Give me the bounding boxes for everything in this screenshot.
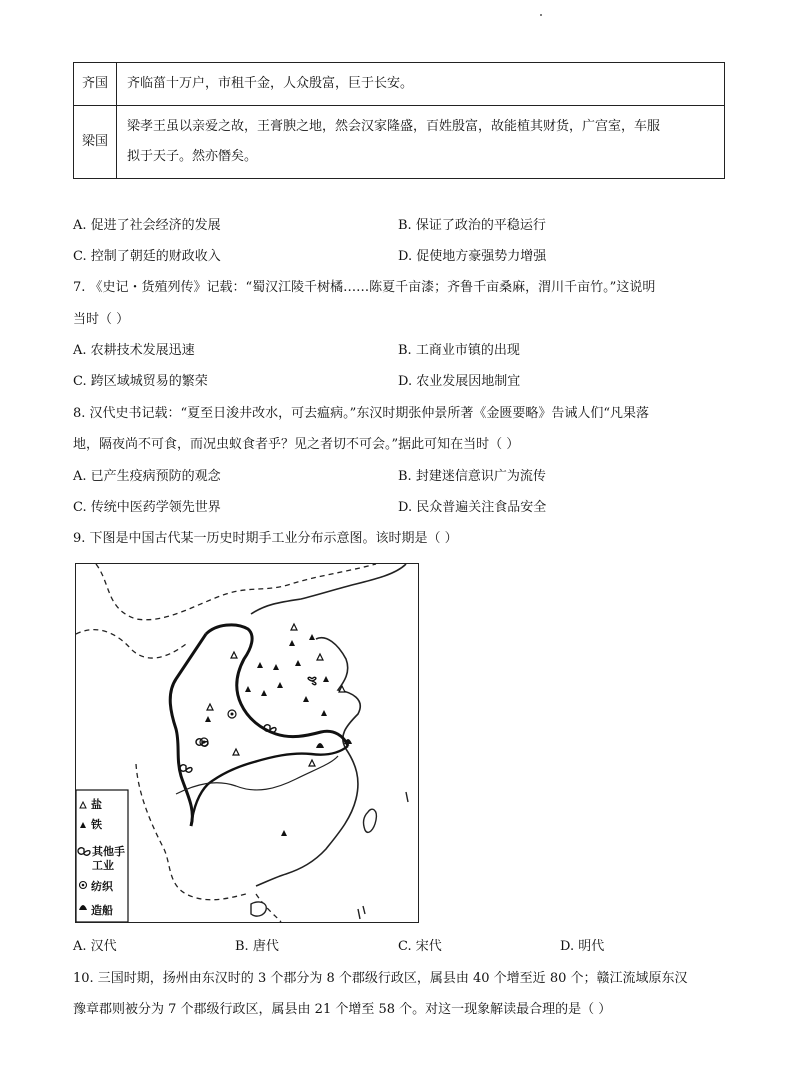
iron-marker xyxy=(289,640,295,646)
q7-stem-line1: 7. 《史记・货殖列传》记载：“蜀汉江陵千树橘……陈夏千亩漆；齐鲁千亩桑麻，渭川千亩竹。”这说明 xyxy=(73,280,656,295)
q9-option-d[interactable]: D. 明代 xyxy=(560,939,605,954)
q8-option-b[interactable]: B. 封建迷信意识广为流传 xyxy=(398,469,546,484)
map-hainan xyxy=(251,902,266,916)
table-label-qi: 齐国 xyxy=(74,63,117,106)
iron-marker xyxy=(321,710,327,716)
q10-stem-line2: 豫章郡则被分为 7 个郡级行政区，属县由 21 个增至 58 个。对这一现象解读最合理的是（ ） xyxy=(73,1002,612,1017)
salt-marker xyxy=(309,760,315,766)
textile-marker-dot xyxy=(231,713,234,716)
q6-option-c[interactable]: C. 控制了朝廷的财政收入 xyxy=(73,249,221,264)
salt-marker xyxy=(207,704,213,710)
q9-stem: 9. 下图是中国古代某一历史时期手工业分布示意图。该时期是（ ） xyxy=(73,531,458,546)
q9-option-a[interactable]: A. 汉代 xyxy=(73,939,117,954)
table-label-liang: 梁国 xyxy=(74,106,117,179)
q7-option-c[interactable]: C. 跨区域城贸易的繁荣 xyxy=(73,374,208,389)
iron-marker xyxy=(205,716,211,722)
map-island-mark xyxy=(406,792,408,802)
q9-option-b[interactable]: B. 唐代 xyxy=(235,939,279,954)
source-table xyxy=(73,62,725,179)
shipbuilding-marker xyxy=(316,743,324,748)
legend-textile-label: 纺织 xyxy=(91,880,113,893)
map-dynasty-boundary xyxy=(170,634,206,826)
legend-salt-label: 盐 xyxy=(91,798,102,811)
iron-marker xyxy=(245,686,251,692)
q6-option-b[interactable]: B. 保证了政治的平稳运行 xyxy=(398,218,546,233)
q9-option-c[interactable]: C. 宋代 xyxy=(398,939,442,954)
other-craft-marker xyxy=(308,677,316,684)
q8-option-c[interactable]: C. 传统中医药学领先世界 xyxy=(73,500,221,515)
textile-marker-dot xyxy=(203,741,206,744)
iron-marker xyxy=(295,660,301,666)
q6-option-d[interactable]: D. 促使地方豪强势力增强 xyxy=(398,249,547,264)
q7-option-d[interactable]: D. 农业发展因地制宜 xyxy=(398,374,521,389)
salt-marker xyxy=(317,654,323,660)
iron-marker xyxy=(281,830,287,836)
q8-stem-line1: 8. 汉代史书记载：“夏至日浚井改水，可去瘟病。”东汉时期张仲景所著《金匮要略》告诫人们“凡果落 xyxy=(73,406,649,421)
table-text-liang xyxy=(117,106,725,179)
salt-marker xyxy=(233,749,239,755)
iron-marker xyxy=(277,682,283,688)
legend-shipbuilding-label: 造船 xyxy=(91,904,113,917)
table-row xyxy=(74,63,725,106)
q7-stem-line2: 当时（ ） xyxy=(73,312,130,327)
table-text-liang-line1: 梁孝王虽以亲爱之故，王膏腴之地，然会汉家隆盛，百姓殷富，故能植其财货，广宫室，车服 xyxy=(127,119,661,134)
iron-marker xyxy=(323,676,329,682)
map-coast xyxy=(256,638,360,886)
q8-option-d[interactable]: D. 民众普遍关注食品安全 xyxy=(398,500,547,515)
iron-marker xyxy=(261,690,267,696)
iron-marker xyxy=(257,662,263,668)
map-border-dashed xyxy=(76,630,186,658)
table-text-liang-line2: 拟于天子。然亦僭矣。 xyxy=(127,149,258,164)
q7-option-a[interactable]: A. 农耕技术发展迅速 xyxy=(73,343,195,358)
map-dynasty-boundary xyxy=(206,625,348,746)
q8-stem-line2: 地，隔夜尚不可食，而况虫蚁食者乎？见之者切不可会。”据此可知在当时（ ） xyxy=(73,437,520,452)
q10-stem-line1: 10. 三国时期，扬州由东汉时的 3 个郡分为 8 个郡级行政区，属县由 40 个增至近 80 个；赣江流域原东汉 xyxy=(73,971,688,986)
iron-marker xyxy=(309,634,315,640)
map-border-dashed xyxy=(96,564,376,620)
table-text-qi: 齐临菑十万户，市租千金，人众殷富，巨于长安。 xyxy=(117,63,725,106)
handicraft-map xyxy=(75,563,419,923)
iron-marker xyxy=(303,696,309,702)
map-island-mark xyxy=(358,906,365,919)
legend-other-label-1: 其他手 xyxy=(92,845,125,858)
legend-other-label-2: 工业 xyxy=(92,859,114,872)
salt-marker xyxy=(231,652,237,658)
other-craft-marker xyxy=(180,765,192,773)
salt-marker xyxy=(291,624,297,630)
q6-option-a[interactable]: A. 促进了社会经济的发展 xyxy=(73,218,221,233)
map-coast xyxy=(251,564,406,614)
legend-iron-label: 铁 xyxy=(91,818,102,831)
map-dynasty-boundary xyxy=(191,746,348,826)
q8-option-a[interactable]: A. 已产生疫病预防的观念 xyxy=(73,469,221,484)
q7-option-b[interactable]: B. 工商业市镇的出现 xyxy=(398,343,520,358)
iron-marker xyxy=(273,664,279,670)
table-row xyxy=(74,106,725,179)
scan-dot xyxy=(540,14,542,16)
map-taiwan xyxy=(364,809,377,832)
